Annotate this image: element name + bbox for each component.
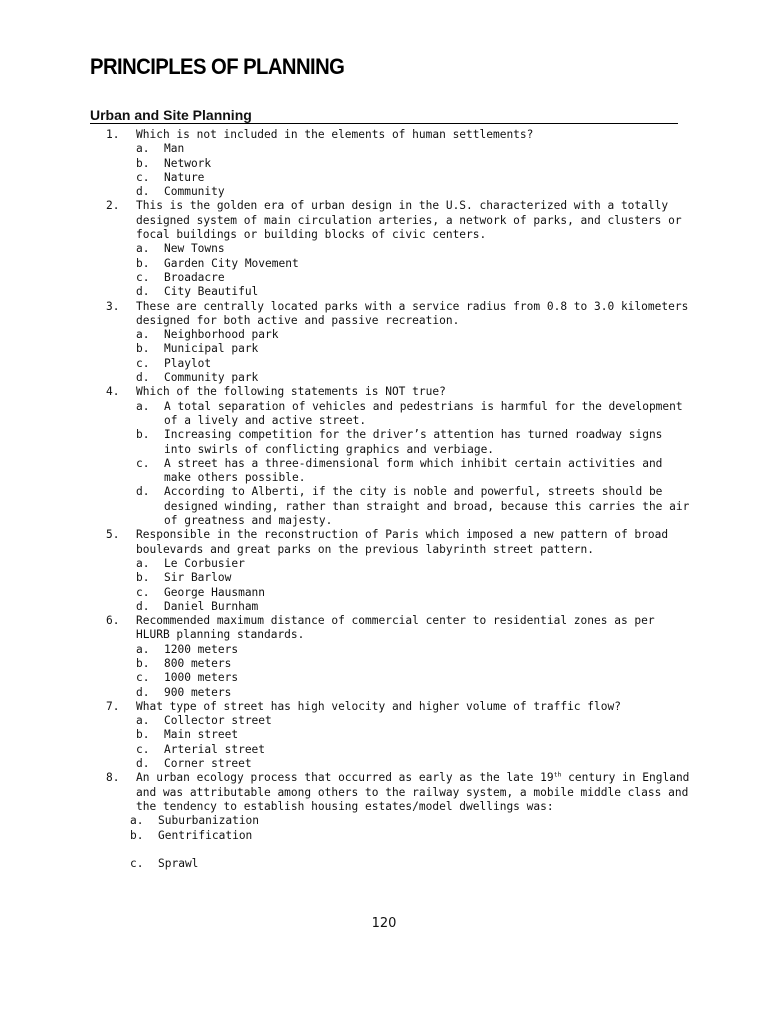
option bbox=[136, 728, 690, 742]
question-text: What type of street has high velocity and higher volume of traffic flow? bbox=[136, 699, 621, 713]
option-letter: b. bbox=[136, 428, 150, 442]
option-text: Collector street bbox=[164, 714, 272, 728]
question-text: Responsible in the reconstruction of Paris which imposed a new pattern of broad boulevards and great parks on the previous labyrinth street pattern. bbox=[136, 528, 669, 556]
option-text: Municipal park bbox=[164, 342, 259, 356]
spacer bbox=[130, 843, 684, 857]
option-letter: c. bbox=[136, 170, 150, 184]
option bbox=[136, 586, 690, 600]
question-text bbox=[136, 771, 690, 814]
question-4 bbox=[100, 385, 690, 528]
option-letter: b. bbox=[130, 828, 144, 842]
option bbox=[136, 142, 690, 156]
option-text: Main street bbox=[164, 728, 239, 742]
option-text: Corner street bbox=[164, 757, 252, 771]
option-letter: c. bbox=[136, 742, 150, 756]
question-number: 1. bbox=[106, 128, 120, 141]
option-letter: a. bbox=[130, 814, 144, 828]
option bbox=[136, 185, 690, 199]
question-text: Recommended maximum distance of commercial center to residential zones as per HLURB planning standards. bbox=[136, 614, 655, 642]
option-letter: b. bbox=[136, 256, 150, 270]
page-number: 120 bbox=[371, 916, 397, 931]
option-text: Community bbox=[164, 185, 225, 199]
option-letter: a. bbox=[136, 714, 150, 728]
option bbox=[136, 600, 690, 614]
option-text: Suburbanization bbox=[158, 814, 260, 828]
option-text: Nature bbox=[164, 170, 205, 184]
option-letter: d. bbox=[136, 371, 150, 385]
option-text: Network bbox=[164, 156, 212, 170]
option-text: Broadacre bbox=[164, 270, 225, 284]
option bbox=[136, 285, 690, 299]
option-text: 1200 meters bbox=[164, 642, 239, 656]
option bbox=[136, 743, 690, 757]
option-letter: d. bbox=[136, 685, 150, 699]
option bbox=[136, 686, 690, 700]
option bbox=[136, 485, 690, 528]
option-text: Gentrification bbox=[158, 828, 253, 842]
option bbox=[136, 328, 690, 342]
question-text: These are centrally located parks with a service radius from 0.8 to 3.0 kilometers designed for both active and passive recreation. bbox=[136, 299, 689, 327]
option bbox=[136, 171, 690, 185]
section-heading: Urban and Site Planning bbox=[90, 107, 678, 124]
question-number: 8. bbox=[106, 771, 120, 785]
option-letter: b. bbox=[136, 728, 150, 742]
option-letter: b. bbox=[136, 656, 150, 670]
question-number: 7. bbox=[106, 699, 120, 713]
option-letter: b. bbox=[136, 156, 150, 170]
option bbox=[136, 757, 690, 771]
option-letter: d. bbox=[136, 599, 150, 613]
option-letter: a. bbox=[136, 142, 150, 156]
option bbox=[136, 571, 690, 585]
option-letter: b. bbox=[136, 342, 150, 356]
option-text: A street has a three-dimensional form which inhibit certain activities and make others possible. bbox=[164, 456, 663, 485]
question-text: Which of the following statements is NOT true? bbox=[136, 385, 446, 399]
option bbox=[136, 371, 690, 385]
question-text: This is the golden era of urban design in the U.S. characterized with a totally designed system of main circulation arteries, a network of parks, and clusters or focal buildings or building blocks of civic centers. bbox=[136, 199, 682, 242]
option-letter: a. bbox=[136, 399, 150, 413]
option-letter: a. bbox=[136, 556, 150, 570]
question-text-part: An urban ecology process that occurred as early as the late 19 bbox=[136, 771, 554, 785]
option-text: New Towns bbox=[164, 242, 225, 256]
option-text: Sir Barlow bbox=[164, 571, 232, 585]
option-text: Community park bbox=[164, 371, 259, 385]
option-letter: a. bbox=[136, 242, 150, 256]
option-letter: c. bbox=[136, 270, 150, 284]
question-8 bbox=[100, 771, 690, 871]
option-letter: d. bbox=[136, 757, 150, 771]
option-text: Neighborhood park bbox=[164, 328, 279, 342]
question-number: 2. bbox=[106, 199, 120, 213]
question-number: 3. bbox=[106, 299, 120, 313]
option-letter: b. bbox=[136, 571, 150, 585]
option bbox=[136, 342, 690, 356]
option bbox=[136, 643, 690, 657]
option bbox=[136, 257, 690, 271]
option-text: Increasing competition for the driver’s attention has turned roadway signs into swirls of conflicting graphics and verbiage. bbox=[164, 428, 663, 456]
option bbox=[136, 157, 690, 171]
option-text: Playlot bbox=[164, 356, 212, 370]
option bbox=[136, 400, 690, 429]
option-text: According to Alberti, if the city is noble and powerful, streets should be designed winding, rather than straight and broad, because this carries the air of greatness and majesty. bbox=[164, 485, 690, 528]
option bbox=[130, 857, 684, 871]
question-2 bbox=[100, 199, 690, 299]
option-text: Le Corbusier bbox=[164, 556, 245, 570]
option-text: 800 meters bbox=[164, 656, 232, 670]
option-text: Man bbox=[164, 142, 185, 156]
option bbox=[136, 671, 690, 685]
option-list bbox=[130, 814, 684, 871]
option bbox=[130, 814, 684, 828]
option-letter: a. bbox=[136, 328, 150, 342]
option-text: George Hausmann bbox=[164, 585, 266, 599]
question-text-part: century in England and was attributable among others to the railway system, a mobile middle class and the tendency to establish housing estates/model dwellings was: bbox=[136, 771, 690, 813]
option-letter: c. bbox=[136, 585, 150, 599]
option-text: A total separation of vehicles and pedestrians is harmful for the development of a lively and active street. bbox=[164, 399, 683, 427]
option-text: 900 meters bbox=[164, 685, 232, 699]
option-text: Arterial street bbox=[164, 742, 266, 756]
option bbox=[136, 357, 690, 371]
option bbox=[130, 829, 684, 843]
question-6 bbox=[100, 614, 690, 700]
option-text: Garden City Movement bbox=[164, 256, 299, 270]
option-letter: c. bbox=[136, 456, 150, 470]
option-letter: d. bbox=[136, 185, 150, 199]
option-letter: a. bbox=[136, 642, 150, 656]
option-text: 1000 meters bbox=[164, 671, 239, 685]
question-5 bbox=[100, 528, 690, 614]
question-3 bbox=[100, 300, 690, 386]
question-7 bbox=[100, 700, 690, 771]
option bbox=[136, 457, 690, 486]
question-1 bbox=[100, 128, 690, 199]
option-letter: d. bbox=[136, 285, 150, 299]
question-number: 5. bbox=[106, 528, 120, 542]
option-letter: c. bbox=[130, 856, 144, 870]
option-text: Sprawl bbox=[158, 856, 199, 870]
option bbox=[136, 271, 690, 285]
superscript: th bbox=[553, 770, 562, 779]
question-number: 6. bbox=[106, 614, 120, 628]
page-title: PRINCIPLES OF PLANNING bbox=[90, 54, 345, 79]
question-number: 4. bbox=[106, 385, 120, 399]
option-letter: d. bbox=[136, 485, 150, 499]
option bbox=[136, 428, 690, 457]
option bbox=[136, 657, 690, 671]
option bbox=[136, 557, 690, 571]
option bbox=[136, 714, 690, 728]
option-letter: c. bbox=[136, 356, 150, 370]
option-text: City Beautiful bbox=[164, 285, 259, 299]
option-text: Daniel Burnham bbox=[164, 599, 259, 613]
option bbox=[136, 242, 690, 256]
option-letter: c. bbox=[136, 671, 150, 685]
question-text: Which is not included in the elements of human settlements? bbox=[136, 128, 534, 141]
question-list bbox=[100, 128, 690, 871]
